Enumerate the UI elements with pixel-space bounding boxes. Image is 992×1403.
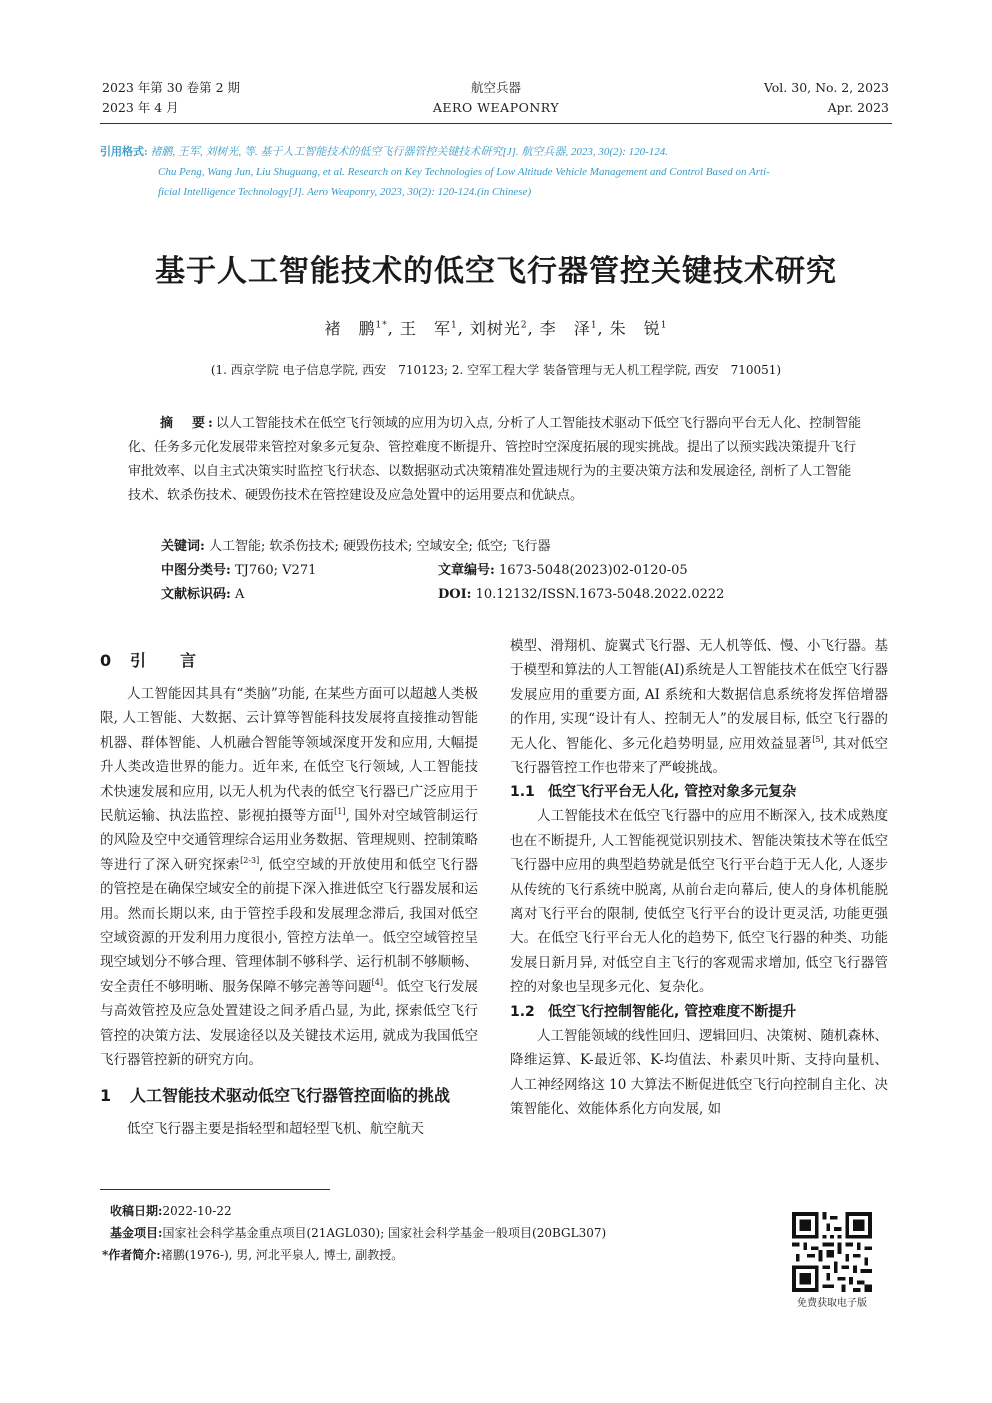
affiliations: (1. 西京学院 电子信息学院, 西安 710123; 2. 空军工程大学 装备管理与无人机工程学院, 西安 710051) <box>210 363 782 377</box>
section1-paragraph: 低空飞行器主要是指轻型和超轻型飞机、航空航天 <box>127 1120 424 1137</box>
volume-line: Vol. 30, No. 2, 2023 <box>763 80 889 95</box>
keywords <box>161 535 864 559</box>
citation-cn: 褚鹏, 王军, 刘树光, 等. 基于人工智能技术的低空飞行器管控关键技术研究[J]. 航空兵器, 2023, 30(2): 120-124. <box>150 146 669 158</box>
section-heading-1: 1 人工智能技术驱动低空飞行器管控面临的挑战 <box>100 1085 451 1105</box>
section-heading-intro: 0 引言 <box>100 651 231 670</box>
journal-issue-info <box>102 78 240 118</box>
author-bio: *作者简介:褚鹏(1976-), 男, 河北平泉人, 博士, 副教授。 <box>102 1248 404 1262</box>
author: 刘树光$^2$ <box>469 319 528 338</box>
body-left-column <box>100 642 478 1141</box>
subsection-1-2-paragraph: 人工智能领域的线性回归、逻辑回归、决策树、随机森林、降维运算、K-最近邻、K-均值法、朴素贝叶斯、支持向量机、人工神经网络这 10 大算法不断促进低空飞行向控制自主化、决策智能化、效能体系化方向发展, 如 <box>510 1027 888 1117</box>
body-right-column <box>510 634 888 1121</box>
citation-en-2: ficial Intelligence Technology[J]. Aero Weaponry, 2023, 30(2): 120-124.(in Chinese) <box>158 186 532 198</box>
author: 王 军$^1$ <box>399 319 458 338</box>
reference-marker: [4] <box>371 977 383 987</box>
keywords-label: 关键词: <box>161 539 205 554</box>
qr-code-icon[interactable] <box>792 1212 872 1292</box>
qr-caption: 免费获取电子版 <box>797 1298 867 1309</box>
header-divider <box>100 123 892 124</box>
reference-marker: [1] <box>334 807 346 817</box>
issue-line: 2023 年第 30 卷第 2 期 <box>102 80 241 95</box>
citation-label: 引用格式: <box>100 146 148 158</box>
author: 褚 鹏$^{1*}$ <box>324 319 388 338</box>
reference-marker: [5] <box>812 734 824 744</box>
intro-paragraph: 人工智能因其具有“类脑”功能, 在某些方面可以超越人类极限, 人工智能、大数据、云计算等智能科技发展将直接推动智能机器、群体智能、人机融合智能等领域深度开发和应用, 大幅提升人类改造世界的能力。近年来, 在低空飞行领域, 人工智能技术快速发展和应用, 以无人机为代表的低空飞行器已广泛应用于民航运输、执法监控、影视拍摄等方面[1], 国外对空域管制运行的风险及空中交通管理综合运用业务数据、管理规则、控制策略等进行了深入研究探索[2-3], 低空空域的开放使用和低空飞行器的管控是在确保空域安全的前提下深入推进低空飞行器发展和运用。然而长期以来, 由于管控手段和发展理念滞后, 我国对低空空域资源的开发利用力度很小, 管控方法单一。低空空域管控呈现空域划分不够合理、管理体制不够科学、运行机制不够顺畅、安全责任不够明晰、服务保障不够完善等问题[4]。低空飞行发展与高效管控及应急处置建设之间矛盾凸显, 为此, 探索低空飞行管控的决策方法、发展途径以及关键技术运用, 就成为我国低空飞行器管控新的研究方向。 <box>100 686 479 1069</box>
citation-block <box>100 142 888 202</box>
doi: DOI: 10.12132/ISSN.1673-5048.2022.0222 <box>438 587 725 602</box>
reference-marker: [2-3] <box>240 855 260 865</box>
subsection-heading-1-2: 1.2 低空飞行控制智能化, 管控难度不断提升 <box>510 1003 797 1020</box>
month-line: Apr. 2023 <box>827 100 889 115</box>
volume-info <box>764 78 889 118</box>
journal-name <box>396 78 596 118</box>
section1-paragraph-cont: 模型、滑翔机、旋翼式飞行器、无人机等低、慢、小飞行器。基于模型和算法的人工智能(AI)系统是人工智能技术在低空飞行器发展应用的重要方面, AI 系统和大数据信息系统将发挥倍增器的作用, 实现“设计有人、控制无人”的发展目标, 低空飞行器的无人化、智能化、多元化趋势明显, 应用效益显著[5], 其对低空飞行器管控工作也带来了严峻挑战。 <box>510 638 888 777</box>
subsection-1-1-paragraph: 人工智能技术在低空飞行器中的应用不断深入, 技术成熟度也在不断提升, 人工智能视觉识别技术、智能决策技术等在低空飞行器中应用的典型趋势就是低空飞行平台趋于无人化, 人逐步从传统的飞行系统中脱离, 从前台走向幕后, 使人的身体机能脱离对飞行平台的限制, 使低空飞行平台的设计更灵活, 功能更强大。在低空飞行平台无人化的趋势下, 低空飞行器的种类、功能发展日新月异, 对低空自主飞行的客观需求增加, 低空飞行器管控的对象也呈现多元化、复杂化。 <box>510 808 888 996</box>
subsection-heading-1-1: 1.1 低空飞行平台无人化, 管控对象多元复杂 <box>510 784 797 801</box>
footnote-divider <box>100 1189 330 1190</box>
keywords-text: 人工智能; 软杀伤技术; 硬毁伤技术; 空域安全; 低空; 飞行器 <box>208 539 551 554</box>
abstract <box>128 412 864 508</box>
document-code: 文献标识码: A <box>161 587 245 602</box>
abstract-label: 摘 要: <box>160 416 216 431</box>
journal-name-en: AERO WEAPONRY <box>432 100 560 115</box>
abstract-text: 以人工智能技术在低空飞行领域的应用为切入点, 分析了人工智能技术驱动下低空飞行器向平台无人化、控制智能化、任务多元化发展带来管控对象多元复杂、管控难度不断提升、管控时空深度拓展的现实挑战。提出了以预实践决策提升飞行审批效率、以自主式决策实时监控飞行状态、以数据驱动式决策精准处置违规行为的主要决策方法和发展途径, 剖析了人工智能技术、软杀伤技术、硬毁伤技术在管控建设及应急处置中的运用要点和优缺点。 <box>128 416 862 503</box>
author: 朱 锐$^1$ <box>609 319 668 338</box>
clc-number: 中图分类号: TJ760; V271 <box>161 563 317 578</box>
author: 李 泽$^1$ <box>539 319 598 338</box>
article-number: 文章编号: 1673-5048(2023)02-0120-05 <box>438 563 688 578</box>
date-line: 2023 年 4 月 <box>102 100 179 115</box>
citation-en-1: Chu Peng, Wang Jun, Liu Shuguang, et al. Research on Key Technologies of Low Altitude Vehicle Management and Control Based on Arti- <box>158 166 770 178</box>
paper-title: 基于人工智能技术的低空飞行器管控关键技术研究 <box>155 254 837 289</box>
author-list: 褚 鹏$^{1*}$, 王 军$^1$, 刘树光$^2$, 李 泽$^1$, 朱 锐$^1$ <box>324 319 668 338</box>
received-date: 收稿日期:2022-10-22 <box>110 1204 232 1218</box>
journal-name-cn: 航空兵器 <box>470 80 521 95</box>
fund-info: 基金项目:国家社会科学基金重点项目(21AGL030); 国家社会科学基金一般项目(20BGL307) <box>110 1226 607 1240</box>
